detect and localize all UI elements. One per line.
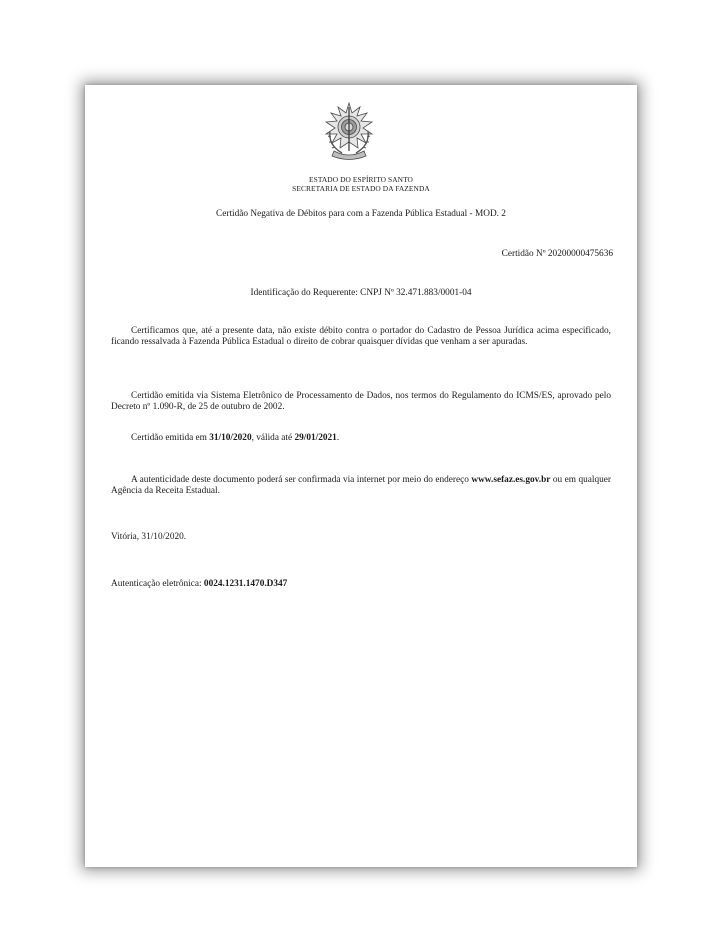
state-name: ESTADO DO ESPÍRITO SANTO xyxy=(309,175,413,184)
electronic-authentication xyxy=(111,579,287,590)
authenticity-prefix: A autenticidade deste documento poderá ser confirmada via internet por meio do endereço xyxy=(131,475,472,485)
certificate-number: Certidão Nº 20200000475636 xyxy=(501,249,613,259)
place-and-date: Vitória, 31/10/2020. xyxy=(111,532,187,542)
document-title: Certidão Negativa de Débitos para com a Fazenda Pública Estadual - MOD. 2 xyxy=(216,209,506,219)
validity-middle: , válida até xyxy=(251,433,295,443)
certificate-page xyxy=(85,85,637,867)
authentication-label: Autenticação eletrônica: xyxy=(111,579,204,589)
validity-suffix: . xyxy=(336,433,340,443)
sefaz-website: www.sefaz.es.gov.br xyxy=(471,475,551,485)
issue-date: 31/10/2020 xyxy=(209,433,252,443)
paragraph-authenticity xyxy=(111,475,611,498)
validity-prefix: Certidão emitida em xyxy=(131,433,210,443)
paragraph-certification: Certificamos que, até a presente data, não existe débito contra o portador do Cadastro de Pessoa Jurídica acima especificado, ficando ressalvada à Fazenda Pública Estadual o direito de cobrar quaisquer dívidas que venham a ser apuradas. xyxy=(111,326,611,348)
expiry-date: 29/01/2021 xyxy=(294,433,337,443)
paragraph-validity xyxy=(111,433,611,444)
coat-of-arms-icon xyxy=(322,101,376,161)
authentication-code: 0024.1231.1470.D347 xyxy=(203,579,288,589)
secretaria-name: SECRETARIA DE ESTADO DA FAZENDA xyxy=(292,184,430,193)
authenticity-suffix: ou em qualquer Agência da Receita Estadual. xyxy=(111,475,611,497)
applicant-identification: Identificação do Requerente: CNPJ Nº 32.471.883/0001-04 xyxy=(250,288,472,298)
paragraph-legal-basis: Certidão emitida via Sistema Eletrônico de Processamento de Dados, nos termos do Regulamento do ICMS/ES, aprovado pelo Decreto nº 1.090-R, de 25 de outubro de 2002. xyxy=(111,391,611,413)
